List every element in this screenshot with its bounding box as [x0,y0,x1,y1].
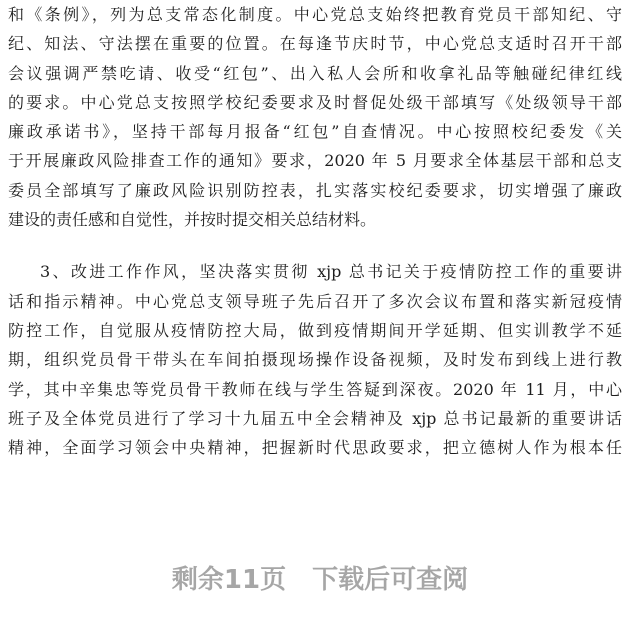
text-line: 于开展廉政风险排查工作的通知》要求，2020 年 5 月要求全体基层干部和总支 [8,151,622,171]
document-body [8,0,622,485]
text-line: 学，其中辛集忠等党员骨干教师在线与学生答疑到深夜。2020 年 11 月，中心 [8,379,622,399]
text-line: 3、改进工作作风，坚决落实贯彻 xjp 总书记关于疫情防控工作的重要讲 [40,262,622,282]
text-line: 防控工作，自觉服从疫情防控大局，做到疫情期间开学延期、但实训教学不延 [8,320,622,340]
text-line: 期，组织党员骨干带头在车间拍摄现场操作设备视频，及时发布到线上进行教 [8,350,622,370]
text-line: 班子及全体党员进行了学习十九届五中全会精神及 xjp 总书记最新的重要讲话 [8,408,622,428]
paragraph [8,257,622,462]
paragraph [8,0,622,234]
text-line: 话和指示精神。中心党总支领导班子先后召开了多次会议布置和落实新冠疫情 [8,291,622,311]
text-line: 委员全部填写了廉政风险识别防控表，扎实落实校纪委要求，切实增强了廉政 [8,180,622,200]
download-to-view-label: 下载后可查阅 [312,565,469,595]
remaining-pages-label: 剩余11页 [171,565,287,595]
text-line: 廉政承诺书》，坚持干部每月报备“红包”自查情况。中心按照校纪委发《关 [8,122,622,142]
text-line: 会议强调严禁吃请、收受“红包”、出入私人会所和收拿礼品等触碰纪律红线 [8,63,622,83]
text-line: 的要求。中心党总支按照学校纪委要求及时督促处级干部填写《处级领导干部 [8,92,622,112]
text-line: 纪、知法、守法摆在重要的位置。在每逢节庆时节，中心党总支适时召开干部 [8,34,622,54]
text-line: 建设的责任感和自觉性，并按时提交相关总结材料。 [8,210,377,230]
text-line: 精神，全面学习领会中央精神，把握新时代思政要求，把立德树人作为根本任 [8,438,622,458]
download-prompt[interactable] [0,560,640,600]
text-line: 和《条例》，列为总支常态化制度。中心党总支始终把教育党员干部知纪、守 [8,5,622,24]
